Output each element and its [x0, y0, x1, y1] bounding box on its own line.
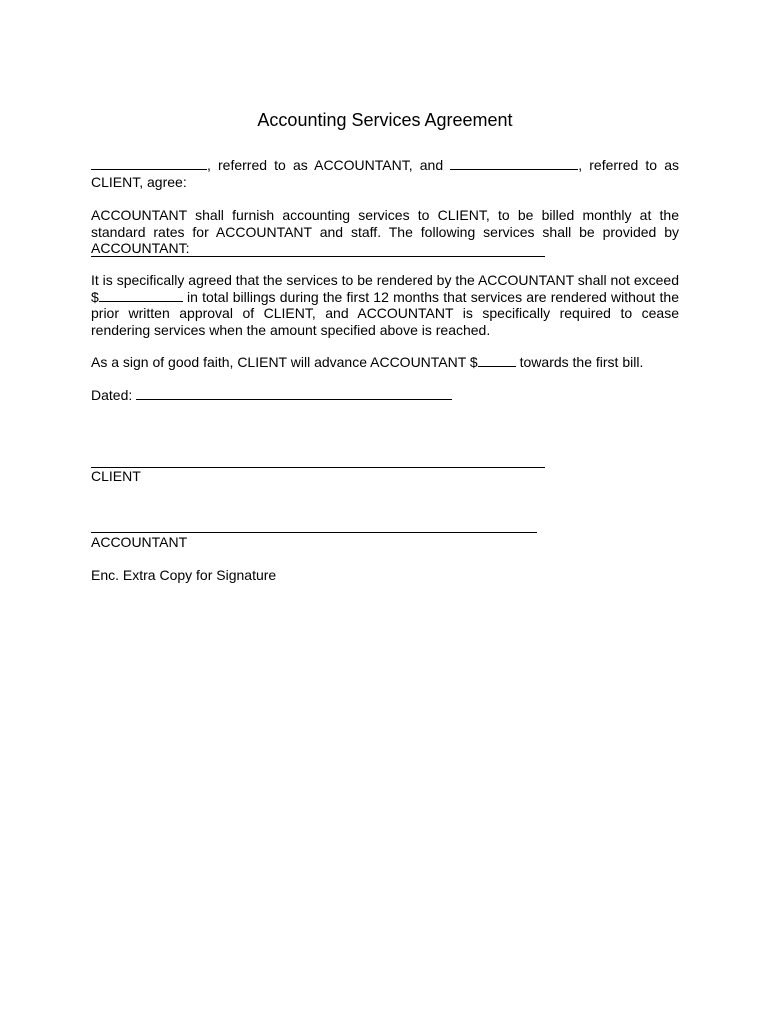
advance-paragraph [91, 354, 679, 371]
client-name-blank[interactable] [450, 157, 578, 170]
parties-text-b: , referred to as CLIENT, agree: [91, 157, 679, 190]
client-signature-line[interactable] [91, 467, 545, 468]
parties-text-a: , referred to as ACCOUNTANT, and [207, 157, 451, 173]
parties-paragraph [91, 157, 679, 190]
services-description-line[interactable] [91, 256, 545, 257]
services-paragraph: ACCOUNTANT shall furnish accounting services to CLIENT, to be billed monthly at the standard rates for ACCOUNTANT and staff. The following services shall be provided by ACCOUNTANT: [91, 207, 679, 256]
dated-blank[interactable] [136, 387, 452, 400]
advance-amount-blank[interactable] [478, 354, 516, 367]
billing-limit-text-b: in total billings during the first 12 months that services are rendered without the prior written approval of CLIENT, and ACCOUNTANT is specifically required to cease rendering services when the amount specified above is reached. [91, 288, 679, 338]
billing-limit-text-a: It is specifically agreed that the services to be rendered by the ACCOUNTANT shall not exceed $ [91, 272, 679, 305]
dated-label: Dated: [91, 387, 137, 403]
advance-text-a: As a sign of good faith, CLIENT will advance ACCOUNTANT $ [91, 354, 478, 370]
billing-limit-paragraph [91, 272, 679, 338]
enclosure-note: Enc. Extra Copy for Signature [91, 567, 277, 583]
accountant-signature-line[interactable] [91, 532, 537, 533]
billing-limit-amount-blank[interactable] [99, 289, 183, 302]
document-title: Accounting Services Agreement [257, 110, 513, 130]
accountant-signature-label: ACCOUNTANT [91, 534, 188, 550]
client-signature-label: CLIENT [91, 468, 141, 484]
accountant-name-blank[interactable] [91, 157, 207, 170]
dated-row [91, 387, 679, 404]
advance-text-b: towards the first bill. [515, 354, 644, 370]
